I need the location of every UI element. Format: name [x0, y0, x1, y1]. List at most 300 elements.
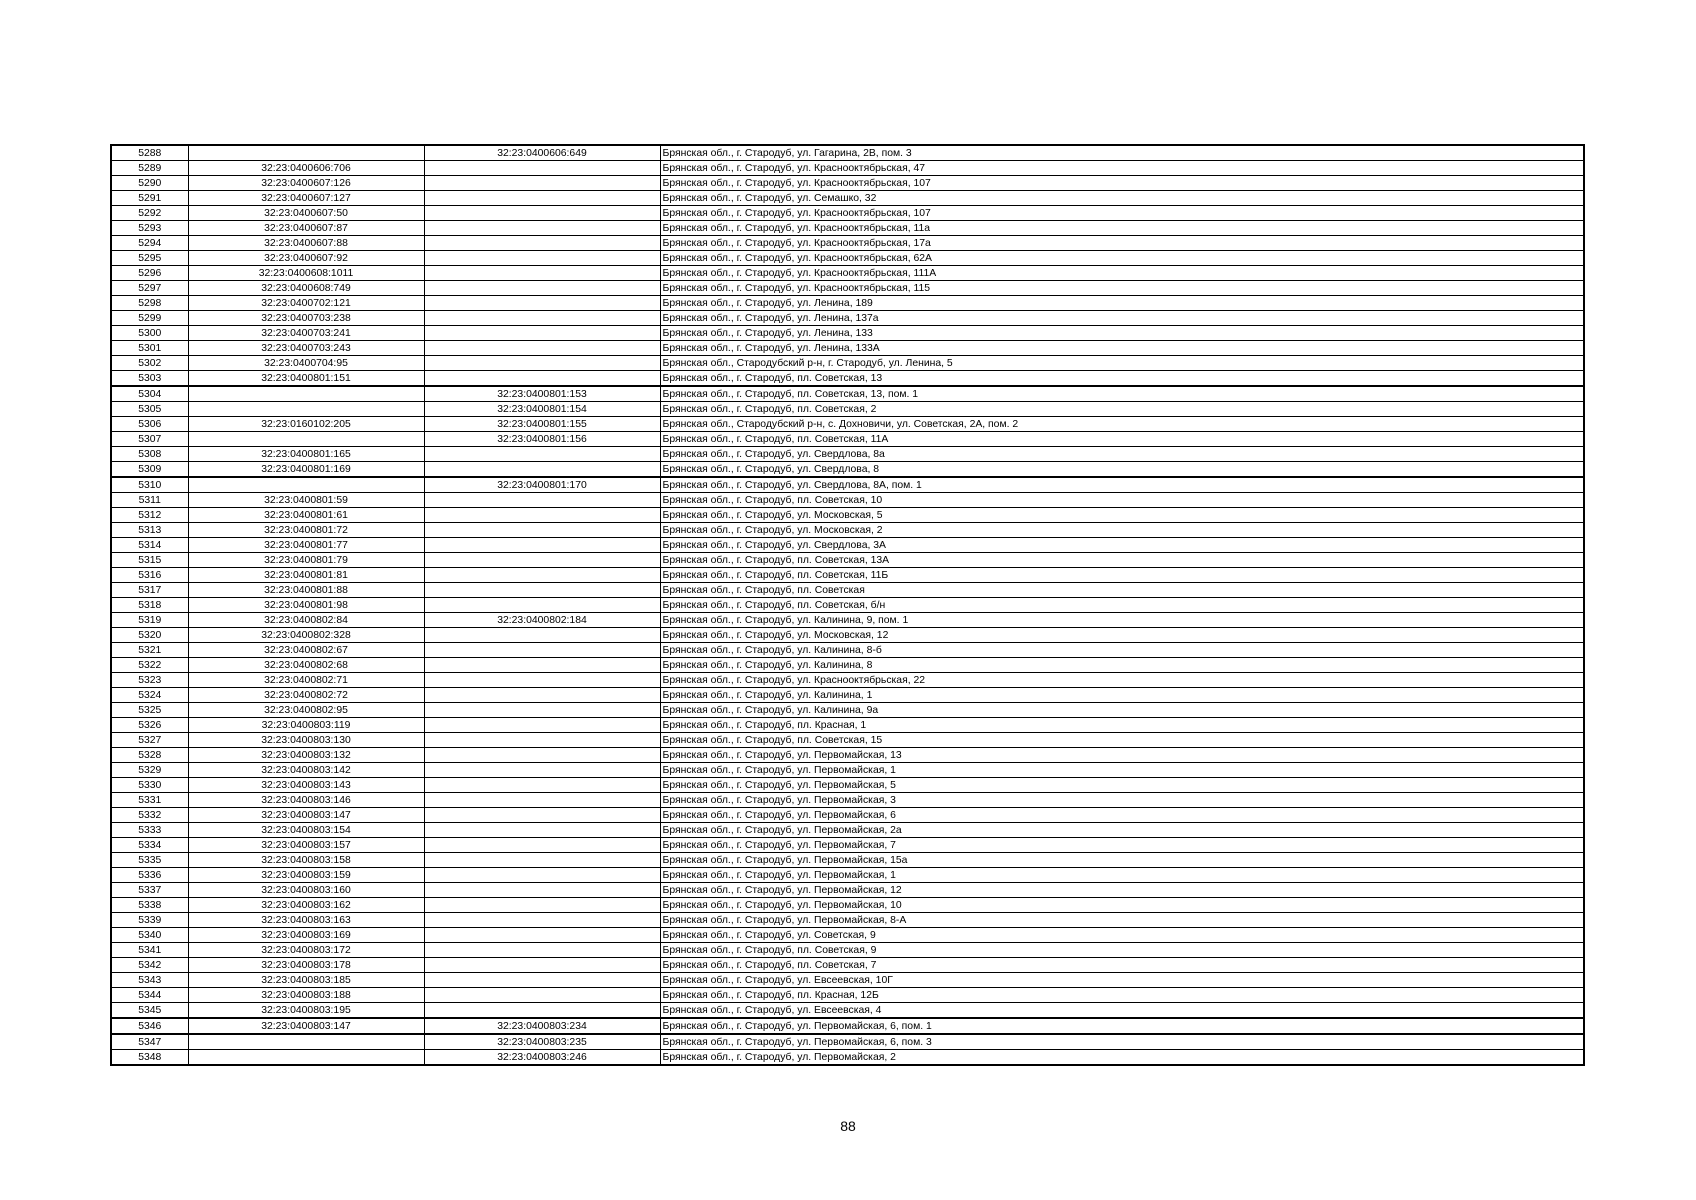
cadastral-premises-cell	[424, 221, 660, 236]
row-number-cell: 5348	[111, 1050, 188, 1066]
row-number-cell: 5342	[111, 958, 188, 973]
address-cell: Брянская обл., г. Стародуб, ул. Первомайская, 2а	[660, 823, 1584, 838]
cadastral-land-cell: 32:23:0400803:160	[188, 883, 424, 898]
cadastral-premises-cell	[424, 988, 660, 1003]
cadastral-premises-cell	[424, 538, 660, 553]
cadastral-premises-cell	[424, 868, 660, 883]
cadastral-land-cell: 32:23:0400703:238	[188, 311, 424, 326]
row-number-cell: 5323	[111, 673, 188, 688]
cadastral-land-cell: 32:23:0400607:87	[188, 221, 424, 236]
table-row	[111, 1018, 1584, 1034]
table-row	[111, 191, 1584, 206]
cadastral-land-cell: 32:23:0400803:195	[188, 1003, 424, 1019]
cadastral-premises-cell	[424, 176, 660, 191]
row-number-cell: 5291	[111, 191, 188, 206]
address-cell: Брянская обл., г. Стародуб, пл. Красная, 1	[660, 718, 1584, 733]
row-number-cell: 5347	[111, 1034, 188, 1050]
cadastral-land-cell: 32:23:0400702:121	[188, 296, 424, 311]
cadastral-premises-cell: 32:23:0400801:153	[424, 386, 660, 402]
table-row	[111, 447, 1584, 462]
address-cell: Брянская обл., г. Стародуб, ул. Первомайская, 6, пом. 3	[660, 1034, 1584, 1050]
cadastral-land-cell	[188, 145, 424, 161]
address-cell: Брянская обл., г. Стародуб, ул. Первомайская, 5	[660, 778, 1584, 793]
table-row	[111, 643, 1584, 658]
row-number-cell: 5299	[111, 311, 188, 326]
table-row	[111, 913, 1584, 928]
table-row	[111, 838, 1584, 853]
table-row	[111, 868, 1584, 883]
cadastral-land-cell: 32:23:0400803:172	[188, 943, 424, 958]
cadastral-premises-cell	[424, 206, 660, 221]
cadastral-premises-cell	[424, 356, 660, 371]
table-row	[111, 206, 1584, 221]
cadastral-land-cell: 32:23:0400803:158	[188, 853, 424, 868]
table-row	[111, 523, 1584, 538]
table-row	[111, 281, 1584, 296]
table-row	[111, 883, 1584, 898]
cadastral-land-cell: 32:23:0400703:241	[188, 326, 424, 341]
table-row	[111, 598, 1584, 613]
row-number-cell: 5300	[111, 326, 188, 341]
row-number-cell: 5322	[111, 658, 188, 673]
address-cell: Брянская обл., г. Стародуб, ул. Первомайская, 3	[660, 793, 1584, 808]
row-number-cell: 5340	[111, 928, 188, 943]
table-row	[111, 658, 1584, 673]
cadastral-premises-cell	[424, 628, 660, 643]
row-number-cell: 5301	[111, 341, 188, 356]
row-number-cell: 5343	[111, 973, 188, 988]
table-row	[111, 176, 1584, 191]
row-number-cell: 5324	[111, 688, 188, 703]
cadastral-land-cell: 32:23:0400607:127	[188, 191, 424, 206]
cadastral-premises-cell	[424, 688, 660, 703]
cadastral-premises-cell: 32:23:0400802:184	[424, 613, 660, 628]
row-number-cell: 5334	[111, 838, 188, 853]
cadastral-premises-cell	[424, 973, 660, 988]
row-number-cell: 5333	[111, 823, 188, 838]
table-row	[111, 853, 1584, 868]
cadastral-land-cell: 32:23:0400704:95	[188, 356, 424, 371]
address-cell: Брянская обл., г. Стародуб, пл. Красная, 12Б	[660, 988, 1584, 1003]
row-number-cell: 5317	[111, 583, 188, 598]
table-row	[111, 793, 1584, 808]
address-cell: Брянская обл., г. Стародуб, пл. Советская, 11Б	[660, 568, 1584, 583]
cadastral-premises-cell	[424, 898, 660, 913]
table-row	[111, 311, 1584, 326]
address-cell: Брянская обл., г. Стародуб, ул. Ленина, 137а	[660, 311, 1584, 326]
address-cell: Брянская обл., г. Стародуб, ул. Евсеевская, 10Г	[660, 973, 1584, 988]
cadastral-land-cell: 32:23:0400803:185	[188, 973, 424, 988]
cadastral-land-cell: 32:23:0400803:169	[188, 928, 424, 943]
address-cell: Брянская обл., г. Стародуб, ул. Московская, 12	[660, 628, 1584, 643]
cadastral-premises-cell: 32:23:0400606:649	[424, 145, 660, 161]
cadastral-land-cell: 32:23:0400607:126	[188, 176, 424, 191]
cadastral-premises-cell	[424, 553, 660, 568]
cadastral-land-cell: 32:23:0400803:157	[188, 838, 424, 853]
address-cell: Брянская обл., г. Стародуб, пл. Советская, 15	[660, 733, 1584, 748]
page-number: 88	[840, 1118, 856, 1134]
cadastral-land-cell: 32:23:0400803:146	[188, 793, 424, 808]
cadastral-premises-cell	[424, 371, 660, 387]
row-number-cell: 5341	[111, 943, 188, 958]
row-number-cell: 5329	[111, 763, 188, 778]
cadastral-premises-cell	[424, 823, 660, 838]
table-row	[111, 988, 1584, 1003]
cadastral-premises-cell	[424, 191, 660, 206]
address-cell: Брянская обл., г. Стародуб, ул. Краснооктябрьская, 47	[660, 161, 1584, 176]
cadastral-premises-cell: 32:23:0400801:154	[424, 402, 660, 417]
cadastral-land-cell	[188, 1034, 424, 1050]
cadastral-premises-cell	[424, 913, 660, 928]
row-number-cell: 5337	[111, 883, 188, 898]
address-cell: Брянская обл., г. Стародуб, ул. Ленина, 189	[660, 296, 1584, 311]
cadastral-premises-cell	[424, 943, 660, 958]
registry-table-body	[111, 145, 1584, 1065]
cadastral-premises-cell	[424, 793, 660, 808]
row-number-cell: 5315	[111, 553, 188, 568]
address-cell: Брянская обл., г. Стародуб, ул. Евсеевская, 4	[660, 1003, 1584, 1019]
table-row	[111, 161, 1584, 176]
cadastral-premises-cell	[424, 748, 660, 763]
cadastral-premises-cell	[424, 1003, 660, 1019]
row-number-cell: 5294	[111, 236, 188, 251]
cadastral-land-cell	[188, 432, 424, 447]
cadastral-premises-cell	[424, 673, 660, 688]
address-cell: Брянская обл., г. Стародуб, пл. Советская, 9	[660, 943, 1584, 958]
cadastral-premises-cell	[424, 733, 660, 748]
cadastral-premises-cell	[424, 808, 660, 823]
table-row	[111, 326, 1584, 341]
address-cell: Брянская обл., г. Стародуб, ул. Калинина, 8-б	[660, 643, 1584, 658]
cadastral-premises-cell	[424, 583, 660, 598]
cadastral-land-cell: 32:23:0400801:151	[188, 371, 424, 387]
table-row	[111, 943, 1584, 958]
table-row	[111, 236, 1584, 251]
table-row	[111, 628, 1584, 643]
row-number-cell: 5304	[111, 386, 188, 402]
table-row	[111, 145, 1584, 161]
row-number-cell: 5338	[111, 898, 188, 913]
address-cell: Брянская обл., Стародубский р-н, г. Стародуб, ул. Ленина, 5	[660, 356, 1584, 371]
address-cell: Брянская обл., г. Стародуб, ул. Краснооктябрьская, 111А	[660, 266, 1584, 281]
cadastral-premises-cell	[424, 523, 660, 538]
cadastral-premises-cell	[424, 462, 660, 478]
table-row	[111, 477, 1584, 493]
row-number-cell: 5326	[111, 718, 188, 733]
table-row	[111, 432, 1584, 447]
cadastral-premises-cell	[424, 853, 660, 868]
cadastral-land-cell: 32:23:0400803:162	[188, 898, 424, 913]
table-row	[111, 462, 1584, 478]
cadastral-land-cell	[188, 477, 424, 493]
row-number-cell: 5296	[111, 266, 188, 281]
row-number-cell: 5331	[111, 793, 188, 808]
row-number-cell: 5330	[111, 778, 188, 793]
table-row	[111, 251, 1584, 266]
address-cell: Брянская обл., г. Стародуб, ул. Семашко, 32	[660, 191, 1584, 206]
address-cell: Брянская обл., г. Стародуб, ул. Краснооктябрьская, 17а	[660, 236, 1584, 251]
cadastral-premises-cell: 32:23:0400803:234	[424, 1018, 660, 1034]
address-cell: Брянская обл., г. Стародуб, ул. Первомайская, 10	[660, 898, 1584, 913]
cadastral-land-cell: 32:23:0400803:147	[188, 808, 424, 823]
cadastral-premises-cell	[424, 508, 660, 523]
cadastral-premises-cell	[424, 658, 660, 673]
cadastral-land-cell: 32:23:0400803:143	[188, 778, 424, 793]
cadastral-premises-cell	[424, 598, 660, 613]
row-number-cell: 5327	[111, 733, 188, 748]
address-cell: Брянская обл., г. Стародуб, ул. Свердлова, 8а	[660, 447, 1584, 462]
table-row	[111, 568, 1584, 583]
table-row	[111, 538, 1584, 553]
table-row	[111, 1003, 1584, 1019]
cadastral-land-cell: 32:23:0400803:119	[188, 718, 424, 733]
row-number-cell: 5325	[111, 703, 188, 718]
address-cell: Брянская обл., г. Стародуб, пл. Советская, 7	[660, 958, 1584, 973]
row-number-cell: 5328	[111, 748, 188, 763]
cadastral-premises-cell	[424, 703, 660, 718]
cadastral-premises-cell	[424, 718, 660, 733]
address-cell: Брянская обл., г. Стародуб, ул. Первомайская, 1	[660, 763, 1584, 778]
cadastral-land-cell: 32:23:0400803:178	[188, 958, 424, 973]
row-number-cell: 5311	[111, 493, 188, 508]
row-number-cell: 5288	[111, 145, 188, 161]
table-row	[111, 356, 1584, 371]
cadastral-premises-cell	[424, 928, 660, 943]
cadastral-land-cell: 32:23:0400803:130	[188, 733, 424, 748]
address-cell: Брянская обл., г. Стародуб, пл. Советская, 11А	[660, 432, 1584, 447]
cadastral-premises-cell	[424, 251, 660, 266]
cadastral-land-cell: 32:23:0400803:188	[188, 988, 424, 1003]
cadastral-land-cell: 32:23:0400803:147	[188, 1018, 424, 1034]
address-cell: Брянская обл., г. Стародуб, ул. Калинина, 9а	[660, 703, 1584, 718]
cadastral-land-cell: 32:23:0400801:77	[188, 538, 424, 553]
address-cell: Брянская обл., г. Стародуб, пл. Советская, 13	[660, 371, 1584, 387]
cadastral-premises-cell	[424, 326, 660, 341]
address-cell: Брянская обл., г. Стародуб, пл. Советская, 2	[660, 402, 1584, 417]
table-row	[111, 221, 1584, 236]
table-row	[111, 266, 1584, 281]
row-number-cell: 5320	[111, 628, 188, 643]
address-cell: Брянская обл., г. Стародуб, ул. Краснооктябрьская, 115	[660, 281, 1584, 296]
cadastral-land-cell: 32:23:0400802:68	[188, 658, 424, 673]
row-number-cell: 5314	[111, 538, 188, 553]
table-row	[111, 898, 1584, 913]
cadastral-land-cell: 32:23:0400801:59	[188, 493, 424, 508]
address-cell: Брянская обл., г. Стародуб, пл. Советская, 13, пом. 1	[660, 386, 1584, 402]
cadastral-premises-cell	[424, 296, 660, 311]
cadastral-land-cell: 32:23:0400802:67	[188, 643, 424, 658]
address-cell: Брянская обл., г. Стародуб, ул. Гагарина, 2В, пом. 3	[660, 145, 1584, 161]
row-number-cell: 5310	[111, 477, 188, 493]
table-row	[111, 371, 1584, 387]
cadastral-land-cell	[188, 1050, 424, 1066]
row-number-cell: 5305	[111, 402, 188, 417]
address-cell: Брянская обл., г. Стародуб, ул. Краснооктябрьская, 107	[660, 206, 1584, 221]
row-number-cell: 5295	[111, 251, 188, 266]
table-row	[111, 553, 1584, 568]
table-row	[111, 748, 1584, 763]
address-cell: Брянская обл., г. Стародуб, ул. Первомайская, 6, пом. 1	[660, 1018, 1584, 1034]
address-cell: Брянская обл., г. Стародуб, ул. Первомайская, 1	[660, 868, 1584, 883]
address-cell: Брянская обл., г. Стародуб, ул. Первомайская, 13	[660, 748, 1584, 763]
cadastral-land-cell: 32:23:0400802:72	[188, 688, 424, 703]
cadastral-land-cell	[188, 402, 424, 417]
cadastral-premises-cell	[424, 311, 660, 326]
row-number-cell: 5306	[111, 417, 188, 432]
address-cell: Брянская обл., г. Стародуб, пл. Советская, б/н	[660, 598, 1584, 613]
cadastral-premises-cell	[424, 447, 660, 462]
cadastral-land-cell	[188, 386, 424, 402]
row-number-cell: 5316	[111, 568, 188, 583]
table-row	[111, 688, 1584, 703]
address-cell: Брянская обл., г. Стародуб, пл. Советская, 10	[660, 493, 1584, 508]
cadastral-land-cell: 32:23:0400801:88	[188, 583, 424, 598]
row-number-cell: 5293	[111, 221, 188, 236]
address-cell: Брянская обл., г. Стародуб, ул. Советская, 9	[660, 928, 1584, 943]
address-cell: Брянская обл., г. Стародуб, ул. Калинина, 9, пом. 1	[660, 613, 1584, 628]
row-number-cell: 5332	[111, 808, 188, 823]
cadastral-land-cell: 32:23:0400801:72	[188, 523, 424, 538]
cadastral-premises-cell	[424, 568, 660, 583]
table-row	[111, 928, 1584, 943]
table-row	[111, 508, 1584, 523]
cadastral-land-cell: 32:23:0400801:169	[188, 462, 424, 478]
cadastral-premises-cell	[424, 778, 660, 793]
cadastral-land-cell: 32:23:0400801:98	[188, 598, 424, 613]
cadastral-premises-cell	[424, 493, 660, 508]
cadastral-premises-cell	[424, 643, 660, 658]
address-cell: Брянская обл., Стародубский р-н, с. Дохновичи, ул. Советская, 2А, пом. 2	[660, 417, 1584, 432]
cadastral-premises-cell	[424, 236, 660, 251]
cadastral-land-cell: 32:23:0400802:84	[188, 613, 424, 628]
cadastral-premises-cell	[424, 281, 660, 296]
address-cell: Брянская обл., г. Стародуб, ул. Краснооктябрьская, 107	[660, 176, 1584, 191]
cadastral-land-cell: 32:23:0400802:71	[188, 673, 424, 688]
address-cell: Брянская обл., г. Стародуб, ул. Московская, 2	[660, 523, 1584, 538]
cadastral-land-cell: 32:23:0400607:88	[188, 236, 424, 251]
table-row	[111, 778, 1584, 793]
row-number-cell: 5335	[111, 853, 188, 868]
table-row	[111, 718, 1584, 733]
table-row	[111, 1034, 1584, 1050]
address-cell: Брянская обл., г. Стародуб, пл. Советская	[660, 583, 1584, 598]
row-number-cell: 5339	[111, 913, 188, 928]
row-number-cell: 5345	[111, 1003, 188, 1019]
address-cell: Брянская обл., г. Стародуб, ул. Первомайская, 7	[660, 838, 1584, 853]
cadastral-premises-cell	[424, 341, 660, 356]
cadastral-premises-cell	[424, 763, 660, 778]
row-number-cell: 5289	[111, 161, 188, 176]
address-cell: Брянская обл., г. Стародуб, ул. Калинина, 8	[660, 658, 1584, 673]
row-number-cell: 5313	[111, 523, 188, 538]
address-cell: Брянская обл., г. Стародуб, ул. Свердлова, 8	[660, 462, 1584, 478]
property-registry-table	[110, 144, 1585, 1066]
cadastral-land-cell: 32:23:0400703:243	[188, 341, 424, 356]
row-number-cell: 5303	[111, 371, 188, 387]
cadastral-land-cell: 32:23:0400606:706	[188, 161, 424, 176]
row-number-cell: 5290	[111, 176, 188, 191]
table-row	[111, 341, 1584, 356]
address-cell: Брянская обл., г. Стародуб, пл. Советская, 13А	[660, 553, 1584, 568]
row-number-cell: 5346	[111, 1018, 188, 1034]
table-row	[111, 808, 1584, 823]
cadastral-premises-cell	[424, 838, 660, 853]
row-number-cell: 5344	[111, 988, 188, 1003]
table-row	[111, 386, 1584, 402]
table-row	[111, 733, 1584, 748]
cadastral-land-cell: 32:23:0160102:205	[188, 417, 424, 432]
cadastral-premises-cell: 32:23:0400801:155	[424, 417, 660, 432]
cadastral-land-cell: 32:23:0400803:142	[188, 763, 424, 778]
cadastral-land-cell: 32:23:0400608:1011	[188, 266, 424, 281]
cadastral-land-cell: 32:23:0400801:61	[188, 508, 424, 523]
cadastral-land-cell: 32:23:0400803:132	[188, 748, 424, 763]
address-cell: Брянская обл., г. Стародуб, ул. Ленина, 133А	[660, 341, 1584, 356]
row-number-cell: 5312	[111, 508, 188, 523]
address-cell: Брянская обл., г. Стародуб, ул. Краснооктябрьская, 11а	[660, 221, 1584, 236]
address-cell: Брянская обл., г. Стародуб, ул. Первомайская, 12	[660, 883, 1584, 898]
cadastral-land-cell: 32:23:0400801:81	[188, 568, 424, 583]
table-row	[111, 296, 1584, 311]
table-row	[111, 613, 1584, 628]
cadastral-premises-cell: 32:23:0400803:246	[424, 1050, 660, 1066]
address-cell: Брянская обл., г. Стародуб, ул. Первомайская, 15а	[660, 853, 1584, 868]
cadastral-premises-cell	[424, 883, 660, 898]
cadastral-land-cell: 32:23:0400607:92	[188, 251, 424, 266]
table-row	[111, 973, 1584, 988]
cadastral-land-cell: 32:23:0400801:165	[188, 447, 424, 462]
cadastral-land-cell: 32:23:0400802:95	[188, 703, 424, 718]
address-cell: Брянская обл., г. Стародуб, ул. Свердлова, 8А, пом. 1	[660, 477, 1584, 493]
address-cell: Брянская обл., г. Стародуб, ул. Первомайская, 8-А	[660, 913, 1584, 928]
table-row	[111, 703, 1584, 718]
address-cell: Брянская обл., г. Стародуб, ул. Краснооктябрьская, 22	[660, 673, 1584, 688]
address-cell: Брянская обл., г. Стародуб, ул. Первомайская, 2	[660, 1050, 1584, 1066]
address-cell: Брянская обл., г. Стародуб, ул. Краснооктябрьская, 62А	[660, 251, 1584, 266]
cadastral-land-cell: 32:23:0400801:79	[188, 553, 424, 568]
address-cell: Брянская обл., г. Стародуб, ул. Первомайская, 6	[660, 808, 1584, 823]
cadastral-premises-cell: 32:23:0400801:156	[424, 432, 660, 447]
table-row	[111, 1050, 1584, 1066]
cadastral-land-cell: 32:23:0400802:328	[188, 628, 424, 643]
address-cell: Брянская обл., г. Стародуб, ул. Калинина, 1	[660, 688, 1584, 703]
table-row	[111, 958, 1584, 973]
cadastral-premises-cell	[424, 958, 660, 973]
cadastral-premises-cell: 32:23:0400803:235	[424, 1034, 660, 1050]
table-row	[111, 823, 1584, 838]
row-number-cell: 5292	[111, 206, 188, 221]
row-number-cell: 5321	[111, 643, 188, 658]
address-cell: Брянская обл., г. Стародуб, ул. Свердлова, 3А	[660, 538, 1584, 553]
table-row	[111, 763, 1584, 778]
cadastral-premises-cell: 32:23:0400801:170	[424, 477, 660, 493]
row-number-cell: 5297	[111, 281, 188, 296]
table-row	[111, 417, 1584, 432]
cadastral-land-cell: 32:23:0400803:154	[188, 823, 424, 838]
row-number-cell: 5307	[111, 432, 188, 447]
row-number-cell: 5309	[111, 462, 188, 478]
cadastral-land-cell: 32:23:0400803:163	[188, 913, 424, 928]
cadastral-land-cell: 32:23:0400803:159	[188, 868, 424, 883]
cadastral-premises-cell	[424, 161, 660, 176]
row-number-cell: 5308	[111, 447, 188, 462]
table-row	[111, 673, 1584, 688]
address-cell: Брянская обл., г. Стародуб, ул. Ленина, 133	[660, 326, 1584, 341]
cadastral-premises-cell	[424, 266, 660, 281]
table-row	[111, 493, 1584, 508]
row-number-cell: 5302	[111, 356, 188, 371]
cadastral-land-cell: 32:23:0400607:50	[188, 206, 424, 221]
